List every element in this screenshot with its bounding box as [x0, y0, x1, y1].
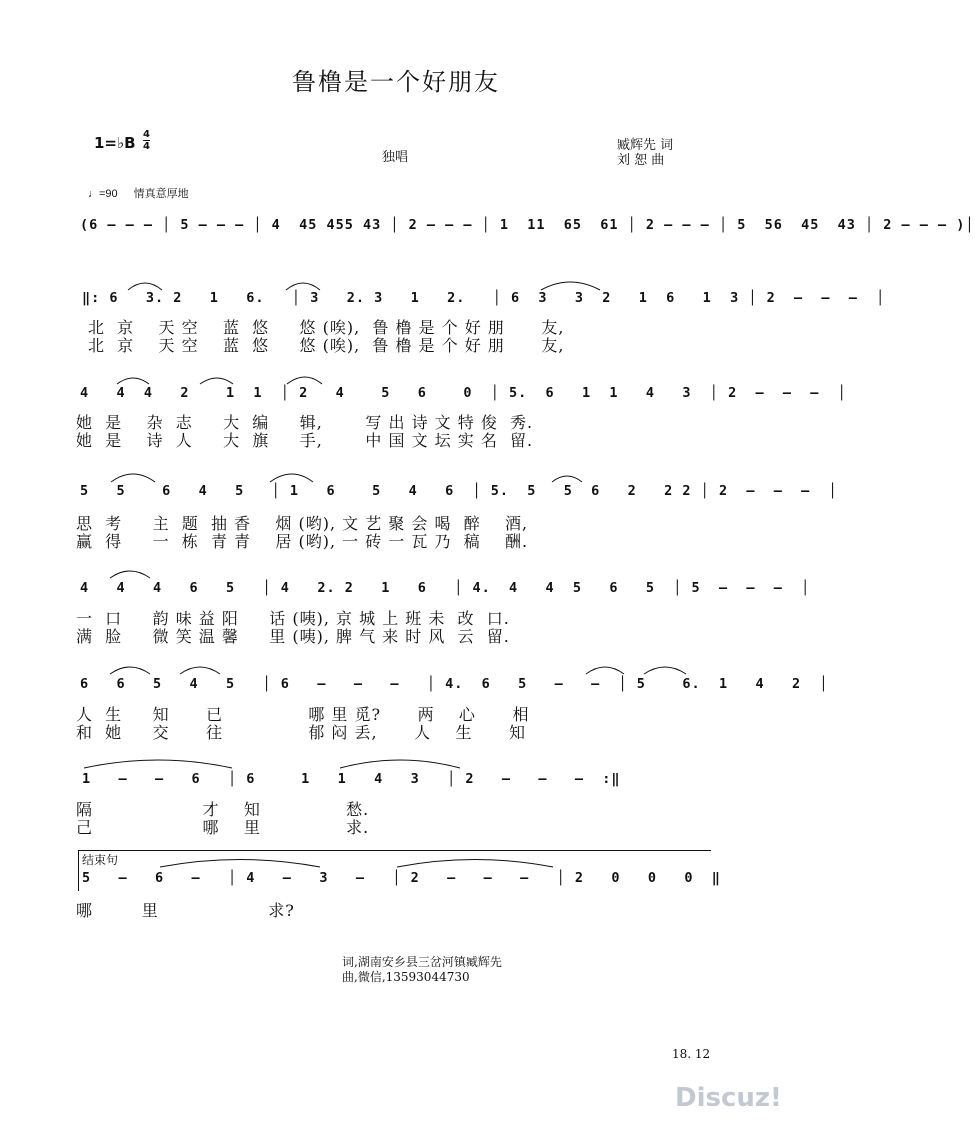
system-1-lyrics-verse1: 北 京 天 空 蓝 悠 悠 (唉), 鲁 橹 是 个 好 朋 友,: [88, 318, 565, 337]
system-5-lyrics-verse1: 人 生 知 已 哪 里 觅? 两 心 相: [76, 705, 530, 724]
system-2-lyrics-verse1: 她 是 杂 志 大 编 辑, 写 出 诗 文 特 俊 秀.: [76, 413, 534, 432]
slur: [340, 760, 460, 768]
time-signature-top: 4: [143, 129, 150, 140]
tempo-bpm: ♩=90: [88, 188, 118, 200]
slur: [84, 760, 232, 768]
watermark: Discuz!: [675, 1083, 782, 1113]
slur: [286, 283, 320, 290]
system-5-lyrics-verse2: 和 她 交 往 郁 闷 丢, 人 生 知: [76, 723, 526, 742]
system-1-lyrics-verse2: 北 京 天 空 蓝 悠 悠 (唉), 鲁 橹 是 个 好 朋 友,: [88, 336, 565, 355]
footer-line-lyricist: 词,湖南安乡县三岔河镇臧辉先: [342, 955, 502, 969]
slur: [128, 283, 162, 290]
system-4-lyrics-verse1: 一 口 韵 味 益 阳 话 (咦), 京 城 上 班 未 改 口.: [76, 609, 510, 628]
performance-note: 独唱: [382, 150, 409, 165]
slur: [552, 476, 582, 482]
lyricist-credit: 臧辉先 词: [617, 138, 674, 153]
slur: [287, 377, 322, 384]
slur: [586, 667, 624, 674]
page-title: 鲁橹是一个好朋友: [292, 68, 500, 96]
slur: [160, 860, 320, 868]
slur: [200, 378, 233, 384]
ending-notes: 5 – 6 – │ 4 – 3 – │ 2 – – – │ 2 0 0 0 ‖: [82, 870, 721, 886]
slur: [117, 378, 149, 384]
system-3-lyrics-verse1: 思 考 主 题 抽 香 烟 (哟), 文 艺 聚 会 喝 醉 酒,: [76, 514, 529, 533]
system-4-lyrics-verse2: 满 脸 微 笑 温 馨 里 (咦), 脾 气 来 时 风 云 留.: [76, 627, 510, 646]
time-signature-bottom: 4: [143, 141, 150, 152]
slur: [180, 667, 220, 674]
date-stamp: 18. 12: [672, 1047, 711, 1061]
ending-lyrics: 哪 里 求?: [76, 901, 295, 920]
slur: [110, 667, 150, 674]
slur: [110, 571, 150, 578]
slur: [397, 860, 553, 868]
system-5-notes: 6 6 5 4 5 │ 6 – – – │ 4. 6 5 – – │ 5 6. 1 4 2 │: [80, 676, 829, 692]
system-4-notes: 4 4 4 6 5 │ 4 2. 2 1 6 │ 4. 4 4 5 6 5 │ 5 – – – │: [80, 580, 811, 596]
footer-line-composer: 曲,微信,13593044730: [342, 970, 470, 984]
key-signature: 1=♭B: [94, 134, 136, 152]
composer-credit: 刘 恕 曲: [617, 153, 665, 168]
system-1-notes: ‖: 6 3. 2 1 6. │ 3 2. 3 1 2. │ 6 3 3 2 1 6 1 3 │ 2 – – – │: [82, 290, 886, 306]
tempo-expression: 情真意厚地: [133, 188, 189, 200]
system-6-lyrics-verse1: 隔 才 知 愁.: [76, 800, 370, 819]
slur: [270, 474, 313, 482]
system-3-lyrics-verse2: 赢 得 一 栋 青 青 居 (哟), 一 砖 一 瓦 乃 稿 酬.: [76, 532, 529, 551]
system-6-lyrics-verse2: 己 哪 里 求.: [76, 818, 370, 837]
intro-notes: (6 – – – │ 5 – – – │ 4 45 455 43 │ 2 – – – │ 1 11 65 61 │ 2 – – – │ 5 56 45 43 │ 2 – – – )│: [80, 217, 975, 233]
system-2-notes: 4 4 4 2 1 1 │ 2 4 5 6 0 │ 5. 6 1 1 4 3 │ 2 – – – │: [80, 385, 847, 401]
system-2-lyrics-verse2: 她 是 诗 人 大 旗 手, 中 国 文 坛 实 名 留.: [76, 431, 534, 450]
ending-label: 结束句: [82, 853, 119, 867]
footer-contact: [342, 955, 502, 985]
system-6-notes: 1 – – 6 │ 6 1 1 4 3 │ 2 – – – :‖: [82, 771, 621, 787]
slur: [541, 282, 600, 290]
slur: [644, 667, 686, 674]
slur: [111, 474, 155, 482]
system-3-notes: 5 5 6 4 5 │ 1 6 5 4 6 │ 5. 5 5 6 2 2 2 │ 2 – – – │: [80, 483, 838, 499]
